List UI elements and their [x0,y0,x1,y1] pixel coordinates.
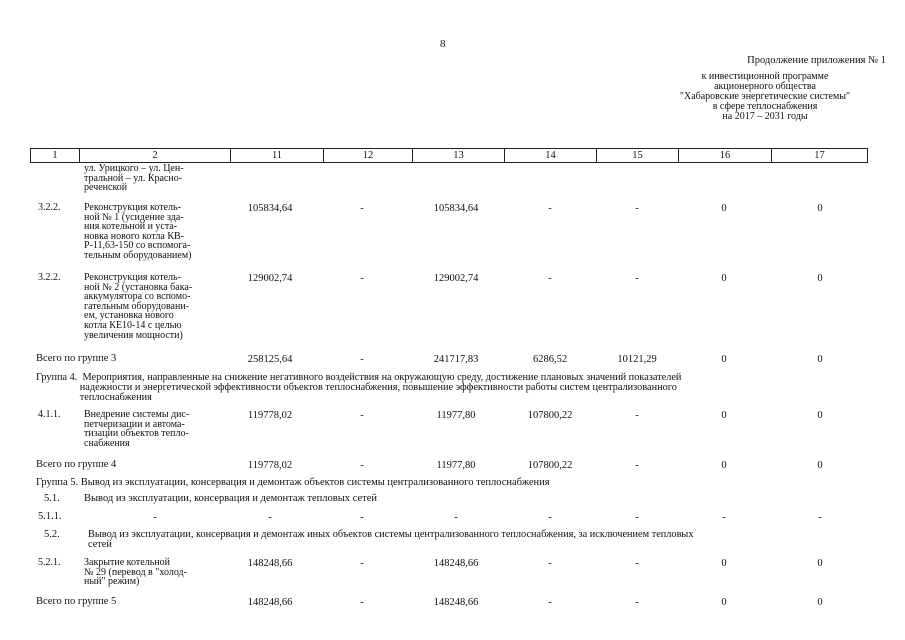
row-number: 5.2.1. [38,557,61,568]
header-col: 13 [413,149,505,162]
row-number: 5.1. [44,493,60,504]
cell-col-17: 0 [817,203,823,214]
cell-col-14: 107800,22 [527,410,573,421]
cell-col-13: 129002,74 [433,273,479,284]
row-name: Внедрение системы дис- петчеризации и автома- тизации объектов тепло- снабжения [84,409,190,449]
cell-col-17: 0 [817,597,823,608]
row-name: Вывод из эксплуатации, консервация и демонтаж иных объектов системы централизованного теплоснабжения, за исключением тепловых сетей [88,529,694,550]
cell-col-13: 105834,64 [433,203,479,214]
header-col: 12 [324,149,413,162]
header-col: 11 [231,149,324,162]
cell-col-13: 11977,80 [436,460,476,471]
cell-col-16: 0 [721,410,727,421]
cell-col-11: 119778,02 [247,410,293,421]
continued-address: ул. Урицкого – ул. Цен- тральной – ул. Красно- реченской [84,163,184,194]
cell-col-12: - [360,273,364,284]
cell-col-17: - [818,512,822,523]
group-heading: Группа 4. Мероприятия, направленные на снижение негативного воздействия на окружающую среду, достижение плановых значений показателей надежности и энергетической эффективности объектов теплоснабжения, повышение эффективности работы систем централизованного теплоснабжения [36,372,682,403]
appendix-line: к инвестиционной программе [701,71,829,82]
cell-col-13: 148248,66 [433,597,479,608]
appendix-line: акционерного общества [714,81,816,92]
cell-col-11: 105834,64 [247,203,293,214]
cell-col-17: 0 [817,558,823,569]
cell-col-14: - [548,558,552,569]
header-col: 14 [505,149,597,162]
appendix-line: на 2017 – 2031 годы [722,111,808,122]
cell-col-13: 11977,80 [436,410,476,421]
cell-col-16: - [722,512,726,523]
table-header [30,148,868,163]
cell-col-15: - [635,410,639,421]
cell-col-13: 241717,83 [433,354,479,365]
header-col: 15 [597,149,679,162]
total-label: Всего по группе 5 [36,596,117,607]
cell-col-12: - [360,410,364,421]
cell-col-15: - [635,203,639,214]
cell-col-15: 10121,29 [617,354,657,365]
header-col: 16 [679,149,772,162]
row-number: 3.2.2. [38,272,61,283]
cell-col-17: 0 [817,273,823,284]
cell-col-15: - [635,558,639,569]
row-number: 5.2. [44,529,60,540]
cell-col-17: 0 [817,460,823,471]
cell-col-12: - [360,354,364,365]
row-name: Реконструкция котель- ной № 1 (усидение зда- ния котельной и уста- новка нового котла КВ- Р-11,63-150 со вспомога- тельным оборудованием) [84,202,192,261]
cell-col-15: - [635,512,639,523]
cell-col-11: 258125,64 [247,354,293,365]
cell-col-12: - [360,597,364,608]
cell-col-13: - [454,512,458,523]
cell-col-11: 119778,02 [247,460,293,471]
cell-col-12: - [360,512,364,523]
cell-col-14: - [548,203,552,214]
cell-col-14: 107800,22 [527,460,573,471]
appendix-continuation: Продолжение приложения № 1 [747,55,886,66]
cell-col-11: - [268,512,272,523]
total-label: Всего по группе 3 [36,353,117,364]
cell-col-16: 0 [721,273,727,284]
row-name: Закрытие котельной № 29 (перевод в "холод- ный" режим) [84,557,187,588]
cell-col-11: 148248,66 [247,597,293,608]
cell-col-12: - [360,203,364,214]
cell-col-16: 0 [721,203,727,214]
row-number: 3.2.2. [38,202,61,213]
cell-col-16: 0 [721,597,727,608]
cell-col-11: 129002,74 [247,273,293,284]
cell-col-12: - [360,460,364,471]
cell-col-14: 6286,52 [532,354,568,365]
cell-col-17: 0 [817,354,823,365]
cell-col-11: 148248,66 [247,558,293,569]
header-col: 17 [814,150,825,161]
group-heading: Группа 5. Вывод из эксплуатации, консервация и демонтаж объектов системы централизованного теплоснабжения [36,477,550,488]
cell-col-16: 0 [721,460,727,471]
cell-col-16: 0 [721,558,727,569]
cell-col-15: - [635,597,639,608]
cell-col-14: - [548,597,552,608]
cell-col-15: - [635,273,639,284]
header-col: 1 [31,149,80,162]
appendix-line: в сфере теплоснабжения [712,101,818,112]
cell-col-14: - [548,273,552,284]
row-number: 4.1.1. [38,409,61,420]
row-name: Вывод из эксплуатации, консервация и демонтаж тепловых сетей [84,493,377,504]
cell-col-2: - [153,512,157,523]
appendix-heading [630,56,900,122]
header-col: 2 [80,149,231,162]
cell-col-12: - [360,558,364,569]
cell-col-14: - [548,512,552,523]
cell-col-15: - [635,460,639,471]
page-number: 8 [440,38,446,50]
row-name: Реконструкция котель- ной № 2 (установка бака- аккумулятора со вспомо- гательным оборудовани- ем, установка нового котла КЕ10-14 с целью увеличения мощности) [84,272,193,341]
appendix-line: "Хабаровские энергетические системы" [679,91,851,102]
cell-col-16: 0 [721,354,727,365]
total-label: Всего по группе 4 [36,459,117,470]
row-number: 5.1.1. [38,511,62,522]
cell-col-17: 0 [817,410,823,421]
cell-col-13: 148248,66 [433,558,479,569]
